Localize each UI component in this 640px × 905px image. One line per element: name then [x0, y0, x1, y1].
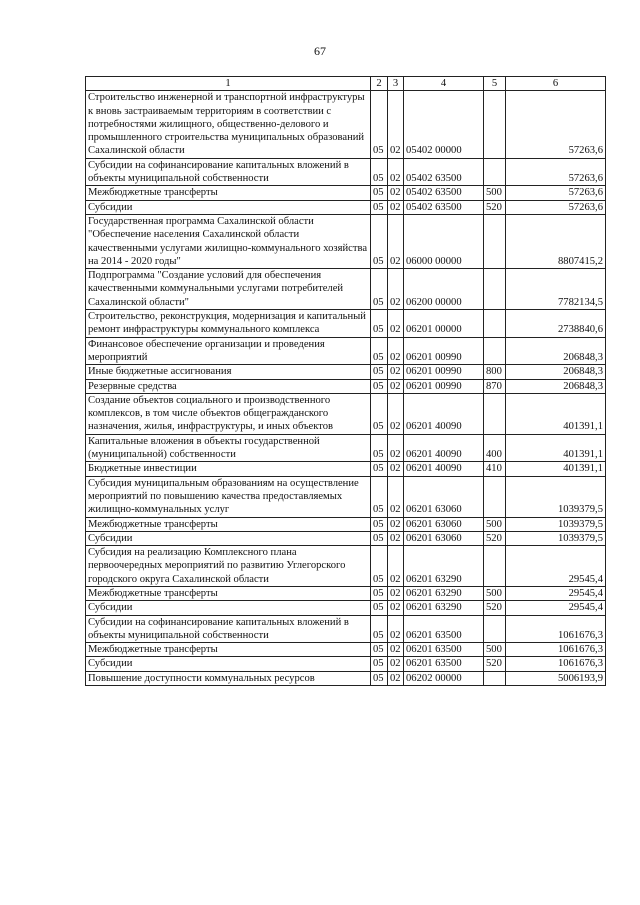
row-subsection: 02 [388, 546, 404, 587]
table-row [86, 434, 606, 462]
row-name: Государственная программа Сахалинской области "Обеспечение населения Сахалинской области качественными услугами жилищно-коммунального хозяйства на 2014 - 2020 годы" [86, 214, 371, 268]
row-expense-type: 800 [484, 365, 506, 379]
row-amount: 206848,3 [506, 379, 606, 393]
row-subsection: 02 [388, 462, 404, 476]
row-section: 05 [371, 269, 388, 310]
row-amount: 57263,6 [506, 200, 606, 214]
row-target-article: 06201 40090 [404, 434, 484, 462]
row-subsection: 02 [388, 393, 404, 434]
row-section: 05 [371, 158, 388, 186]
row-name: Резервные средства [86, 379, 371, 393]
row-amount: 1039379,5 [506, 476, 606, 517]
header-cell-amount: 6 [506, 77, 606, 91]
row-section: 05 [371, 310, 388, 338]
row-target-article: 05402 63500 [404, 200, 484, 214]
row-name: Субсидии на софинансирование капитальных вложений в объекты муниципальной собственности [86, 158, 371, 186]
row-expense-type [484, 214, 506, 268]
row-section: 05 [371, 657, 388, 671]
row-target-article: 05402 63500 [404, 158, 484, 186]
row-subsection: 02 [388, 643, 404, 657]
row-section: 05 [371, 601, 388, 615]
row-name: Субсидия на реализацию Комплексного плана первоочередных мероприятий по развитию Углегорского городского округа Сахалинской области [86, 546, 371, 587]
row-section: 05 [371, 517, 388, 531]
row-subsection: 02 [388, 434, 404, 462]
row-expense-type [484, 393, 506, 434]
row-expense-type [484, 310, 506, 338]
table-body [86, 91, 606, 686]
row-target-article: 06201 63290 [404, 546, 484, 587]
table-row [86, 531, 606, 545]
row-target-article: 06201 00990 [404, 365, 484, 379]
row-section: 05 [371, 615, 388, 643]
row-target-article: 06200 00000 [404, 269, 484, 310]
row-subsection: 02 [388, 269, 404, 310]
row-section: 05 [371, 337, 388, 365]
row-section: 05 [371, 186, 388, 200]
row-subsection: 02 [388, 601, 404, 615]
row-amount: 1039379,5 [506, 517, 606, 531]
row-name: Иные бюджетные ассигнования [86, 365, 371, 379]
row-section: 05 [371, 643, 388, 657]
row-amount: 57263,6 [506, 186, 606, 200]
row-amount: 57263,6 [506, 91, 606, 158]
row-target-article: 06201 63060 [404, 531, 484, 545]
row-section: 05 [371, 476, 388, 517]
row-name: Межбюджетные трансферты [86, 643, 371, 657]
row-section: 05 [371, 462, 388, 476]
row-section: 05 [371, 531, 388, 545]
row-amount: 206848,3 [506, 365, 606, 379]
table-row [86, 379, 606, 393]
row-target-article: 05402 63500 [404, 186, 484, 200]
row-name: Финансовое обеспечение организации и проведения мероприятий [86, 337, 371, 365]
row-expense-type: 520 [484, 200, 506, 214]
row-name: Субсидии [86, 200, 371, 214]
row-subsection: 02 [388, 186, 404, 200]
table-row [86, 200, 606, 214]
table-row [86, 476, 606, 517]
row-subsection: 02 [388, 91, 404, 158]
row-target-article: 06201 63290 [404, 586, 484, 600]
row-section: 05 [371, 586, 388, 600]
row-target-article: 06201 63290 [404, 601, 484, 615]
table-row [86, 671, 606, 685]
table-row [86, 586, 606, 600]
row-target-article: 06201 00990 [404, 337, 484, 365]
row-subsection: 02 [388, 379, 404, 393]
table-row [86, 393, 606, 434]
row-subsection: 02 [388, 586, 404, 600]
row-subsection: 02 [388, 337, 404, 365]
row-amount: 29545,4 [506, 586, 606, 600]
row-target-article: 06201 63500 [404, 657, 484, 671]
header-cell-target-article: 4 [404, 77, 484, 91]
row-expense-type: 500 [484, 643, 506, 657]
row-subsection: 02 [388, 657, 404, 671]
row-name: Межбюджетные трансферты [86, 586, 371, 600]
row-expense-type: 870 [484, 379, 506, 393]
table-row [86, 269, 606, 310]
row-expense-type: 520 [484, 531, 506, 545]
table-row [86, 337, 606, 365]
row-target-article: 05402 00000 [404, 91, 484, 158]
row-target-article: 06000 00000 [404, 214, 484, 268]
row-subsection: 02 [388, 214, 404, 268]
row-amount: 7782134,5 [506, 269, 606, 310]
row-expense-type [484, 158, 506, 186]
row-expense-type: 500 [484, 186, 506, 200]
row-section: 05 [371, 200, 388, 214]
table-row [86, 91, 606, 158]
row-subsection: 02 [388, 476, 404, 517]
header-cell-subsection: 3 [388, 77, 404, 91]
row-name: Подпрограмма "Создание условий для обеспечения качественными коммунальными услугами потребителей Сахалинской области" [86, 269, 371, 310]
row-amount: 2738840,6 [506, 310, 606, 338]
row-section: 05 [371, 546, 388, 587]
table-header-row [86, 77, 606, 91]
row-subsection: 02 [388, 671, 404, 685]
row-amount: 401391,1 [506, 434, 606, 462]
page-number: 67 [314, 44, 326, 58]
row-amount: 206848,3 [506, 337, 606, 365]
row-name: Субсидии на софинансирование капитальных вложений в объекты муниципальной собственности [86, 615, 371, 643]
header-cell-section: 2 [371, 77, 388, 91]
row-subsection: 02 [388, 517, 404, 531]
table-row [86, 657, 606, 671]
table-row [86, 601, 606, 615]
row-target-article: 06201 00990 [404, 379, 484, 393]
row-expense-type [484, 671, 506, 685]
row-expense-type [484, 615, 506, 643]
row-amount: 401391,1 [506, 393, 606, 434]
row-section: 05 [371, 214, 388, 268]
row-name: Межбюджетные трансферты [86, 186, 371, 200]
row-amount: 29545,4 [506, 546, 606, 587]
row-name: Субсидии [86, 657, 371, 671]
row-subsection: 02 [388, 310, 404, 338]
row-name: Межбюджетные трансферты [86, 517, 371, 531]
table-row [86, 158, 606, 186]
row-name: Капитальные вложения в объекты государственной (муниципальной) собственности [86, 434, 371, 462]
table-row [86, 615, 606, 643]
row-amount: 5006193,9 [506, 671, 606, 685]
row-section: 05 [371, 393, 388, 434]
row-amount: 1061676,3 [506, 615, 606, 643]
table-row [86, 214, 606, 268]
row-amount: 401391,1 [506, 462, 606, 476]
row-section: 05 [371, 671, 388, 685]
row-amount: 1039379,5 [506, 531, 606, 545]
row-expense-type: 500 [484, 517, 506, 531]
row-amount: 8807415,2 [506, 214, 606, 268]
table-row [86, 462, 606, 476]
row-name: Субсидия муниципальным образованиям на осуществление мероприятий по повышению качества предоставляемых жилищно-коммунальных услуг [86, 476, 371, 517]
row-expense-type: 410 [484, 462, 506, 476]
row-name: Строительство инженерной и транспортной инфраструктуры к вновь застраиваемым территориям в соответствии с потребностями жилищного, общественно-делового и промышленного строительства муниципальных образований Сахалинской области [86, 91, 371, 158]
row-amount: 57263,6 [506, 158, 606, 186]
row-expense-type [484, 337, 506, 365]
table-row [86, 643, 606, 657]
row-subsection: 02 [388, 158, 404, 186]
row-section: 05 [371, 365, 388, 379]
row-expense-type [484, 269, 506, 310]
row-subsection: 02 [388, 531, 404, 545]
header-cell-name: 1 [86, 77, 371, 91]
row-section: 05 [371, 91, 388, 158]
row-name: Строительство, реконструкция, модернизация и капитальный ремонт инфраструктуры коммунального комплекса [86, 310, 371, 338]
row-amount: 29545,4 [506, 601, 606, 615]
row-name: Субсидии [86, 601, 371, 615]
row-subsection: 02 [388, 615, 404, 643]
row-expense-type: 520 [484, 657, 506, 671]
row-expense-type: 400 [484, 434, 506, 462]
row-section: 05 [371, 434, 388, 462]
row-amount: 1061676,3 [506, 643, 606, 657]
row-subsection: 02 [388, 200, 404, 214]
row-subsection: 02 [388, 365, 404, 379]
row-target-article: 06201 40090 [404, 393, 484, 434]
table-row [86, 186, 606, 200]
row-expense-type [484, 546, 506, 587]
row-target-article: 06201 00000 [404, 310, 484, 338]
table-row [86, 517, 606, 531]
row-target-article: 06201 63500 [404, 643, 484, 657]
budget-table [85, 76, 606, 686]
row-expense-type: 520 [484, 601, 506, 615]
row-target-article: 06201 40090 [404, 462, 484, 476]
header-cell-expense-type: 5 [484, 77, 506, 91]
row-target-article: 06201 63500 [404, 615, 484, 643]
row-name: Субсидии [86, 531, 371, 545]
row-name: Повышение доступности коммунальных ресурсов [86, 671, 371, 685]
table-row [86, 365, 606, 379]
row-name: Бюджетные инвестиции [86, 462, 371, 476]
row-expense-type [484, 476, 506, 517]
row-expense-type: 500 [484, 586, 506, 600]
row-target-article: 06202 00000 [404, 671, 484, 685]
row-name: Создание объектов социального и производственного комплексов, в том числе объектов общегражданского назначения, жилья, инфраструктуры, и иных объектов [86, 393, 371, 434]
row-target-article: 06201 63060 [404, 517, 484, 531]
row-target-article: 06201 63060 [404, 476, 484, 517]
table-row [86, 310, 606, 338]
row-section: 05 [371, 379, 388, 393]
row-expense-type [484, 91, 506, 158]
row-amount: 1061676,3 [506, 657, 606, 671]
table-row [86, 546, 606, 587]
